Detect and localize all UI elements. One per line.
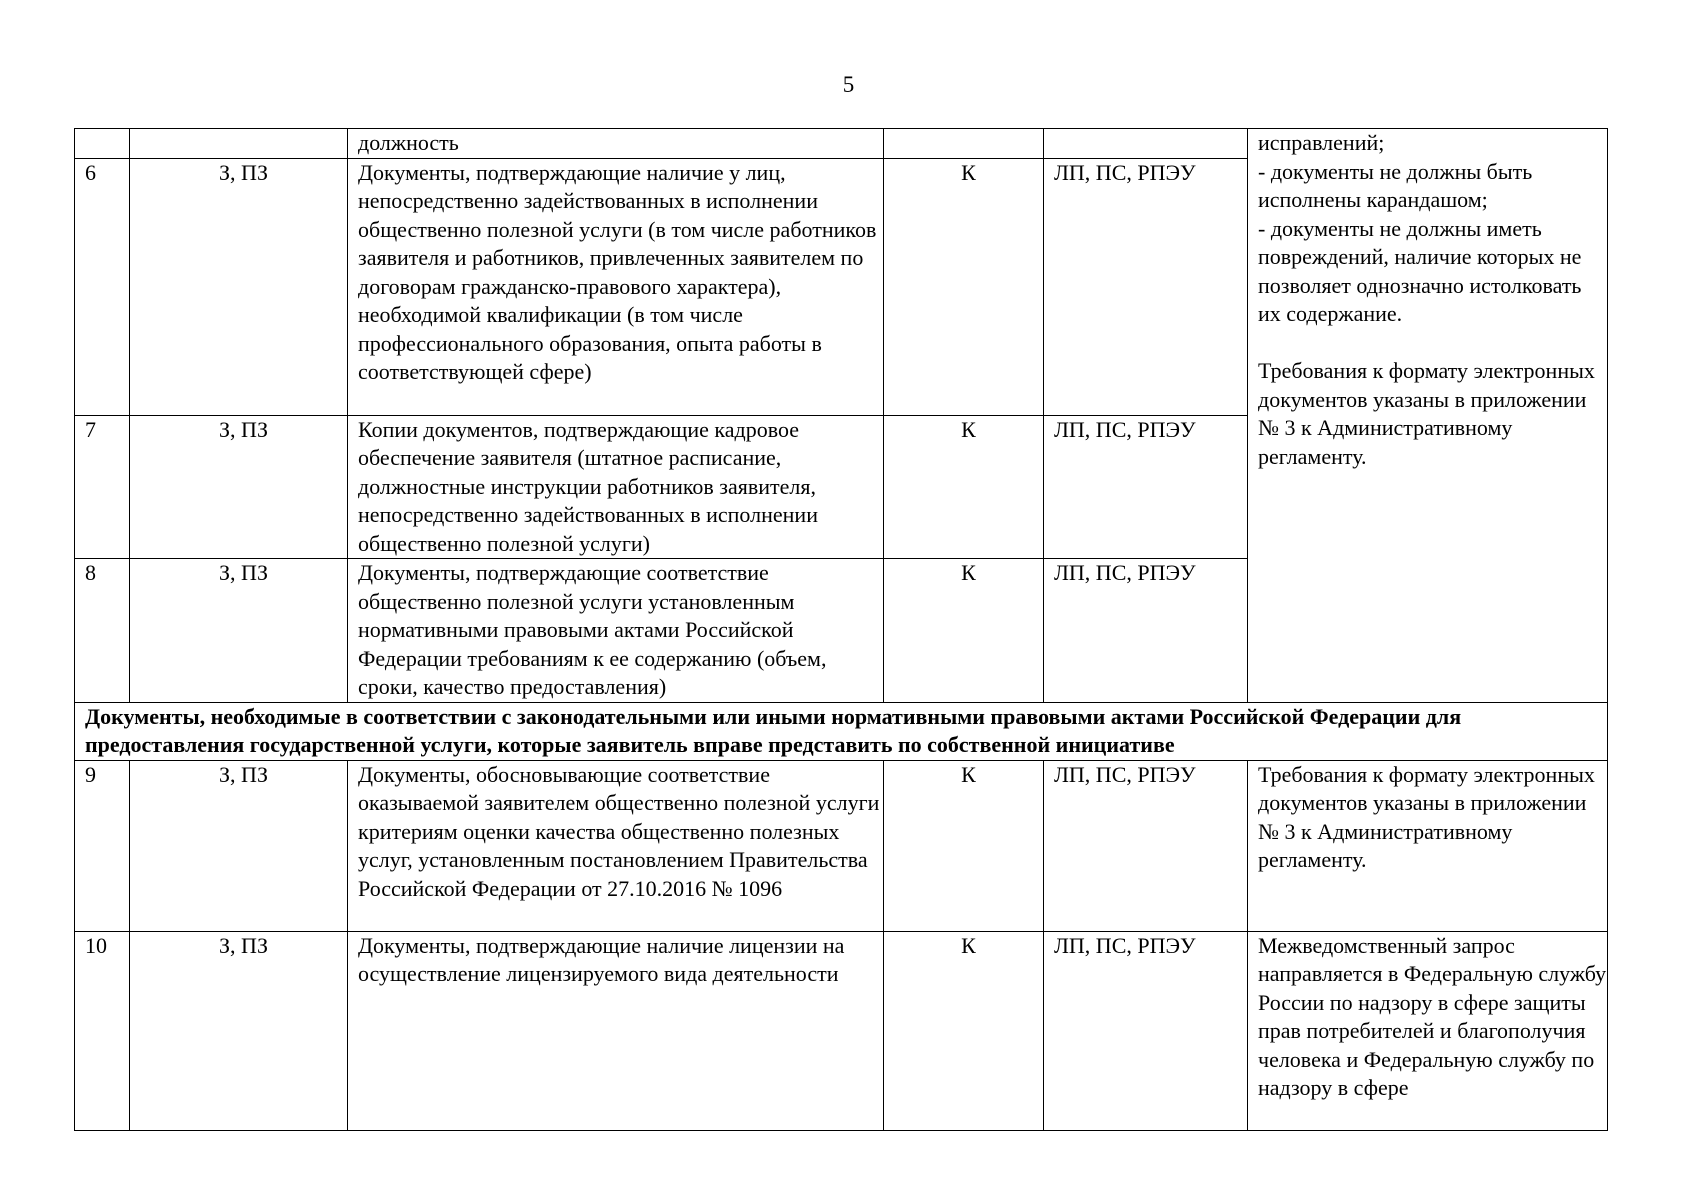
- applicant-cell: З, ПЗ: [130, 931, 348, 1130]
- document-name-cell: Документы, подтверждающие соответствие общественно полезной услуги установленным нормативными правовыми актами Российской Федерации требованиям к ее содержанию (объем, сроки, качество предоставления): [348, 559, 884, 703]
- requirements-cell: Требования к формату электронных документов указаны в приложении № 3 к Административному регламенту.: [1248, 760, 1608, 931]
- row-number-cell: 8: [75, 559, 130, 703]
- applicant-cell: З, ПЗ: [130, 559, 348, 703]
- row-number-cell: 9: [75, 760, 130, 931]
- submission-method-cell: ЛП, ПС, РПЭУ: [1044, 760, 1248, 931]
- document-form-cell: К: [884, 931, 1044, 1130]
- paragraph-gap: [1258, 329, 1607, 358]
- document-name-cell: Копии документов, подтверждающие кадровое обеспечение заявителя (штатное расписание, должностные инструкции работников заявителя, непосредственно задействованных в исполнении общественно полезной услуги): [348, 415, 884, 559]
- requirements-cell: [1248, 129, 1608, 703]
- submission-method-cell: ЛП, ПС, РПЭУ: [1044, 931, 1248, 1130]
- table-row: [75, 760, 1608, 931]
- documents-table: [74, 128, 1608, 1131]
- applicant-cell: З, ПЗ: [130, 415, 348, 559]
- table-row: [75, 931, 1608, 1130]
- submission-method-cell: ЛП, ПС, РПЭУ: [1044, 415, 1248, 559]
- submission-method-cell: ЛП, ПС, РПЭУ: [1044, 158, 1248, 415]
- section-header: Документы, необходимые в соответствии с законодательными или иными нормативными правовыми актами Российской Федерации для предоставления государственной услуги, которые заявитель вправе представить по собственной инициативе: [75, 702, 1608, 760]
- page-number: 5: [842, 72, 855, 97]
- submission-method-cell: ЛП, ПС, РПЭУ: [1044, 559, 1248, 703]
- document-form-cell: К: [884, 559, 1044, 703]
- row-number-cell: 6: [75, 158, 130, 415]
- applicant-cell: З, ПЗ: [130, 158, 348, 415]
- document-name-cell: Документы, обосновывающие соответствие оказываемой заявителем общественно полезной услуги критериям оценки качества общественно полезных услуг, установленным постановлением Правительства Российской Федерации от 27.10.2016 № 1096: [348, 760, 884, 931]
- row-number-cell: [75, 129, 130, 159]
- row-number-cell: 7: [75, 415, 130, 559]
- document-name-cell: Документы, подтверждающие наличие у лиц, непосредственно задействованных в исполнении общественно полезной услуги (в том числе работников заявителя и работников, привлеченных заявителем по договорам гражданско-правового характера), необходимой квалификации (в том числе профессионального образования, опыта работы в соответствующей сфере): [348, 158, 884, 415]
- document-form-cell: К: [884, 760, 1044, 931]
- document-form-cell: К: [884, 415, 1044, 559]
- table-row: [75, 129, 1608, 159]
- requirement-text: Требования к формату электронных документов указаны в приложении № 3 к Административному регламенту.: [1258, 358, 1595, 469]
- document-form-cell: К: [884, 158, 1044, 415]
- document-form-cell: [884, 129, 1044, 159]
- applicant-cell: З, ПЗ: [130, 760, 348, 931]
- document-name-cell: должность: [348, 129, 884, 159]
- document-name-cell: Документы, подтверждающие наличие лицензии на осуществление лицензируемого вида деятельности: [348, 931, 884, 1130]
- row-number-cell: 10: [75, 931, 130, 1130]
- requirements-cell: Межведомственный запрос направляется в Федеральную службу России по надзору в сфере защиты прав потребителей и благополучия человека и Федеральную службу по надзору в сфере: [1248, 931, 1608, 1130]
- requirement-text: - документы не должны иметь повреждений, наличие которых не позволяет однозначно истолковать их содержание.: [1258, 215, 1582, 326]
- requirement-text: - документы не должны быть исполнены карандашом;: [1258, 158, 1533, 212]
- section-header-row: [75, 702, 1608, 760]
- applicant-cell: [130, 129, 348, 159]
- requirement-text: исправлений;: [1258, 130, 1385, 155]
- submission-method-cell: [1044, 129, 1248, 159]
